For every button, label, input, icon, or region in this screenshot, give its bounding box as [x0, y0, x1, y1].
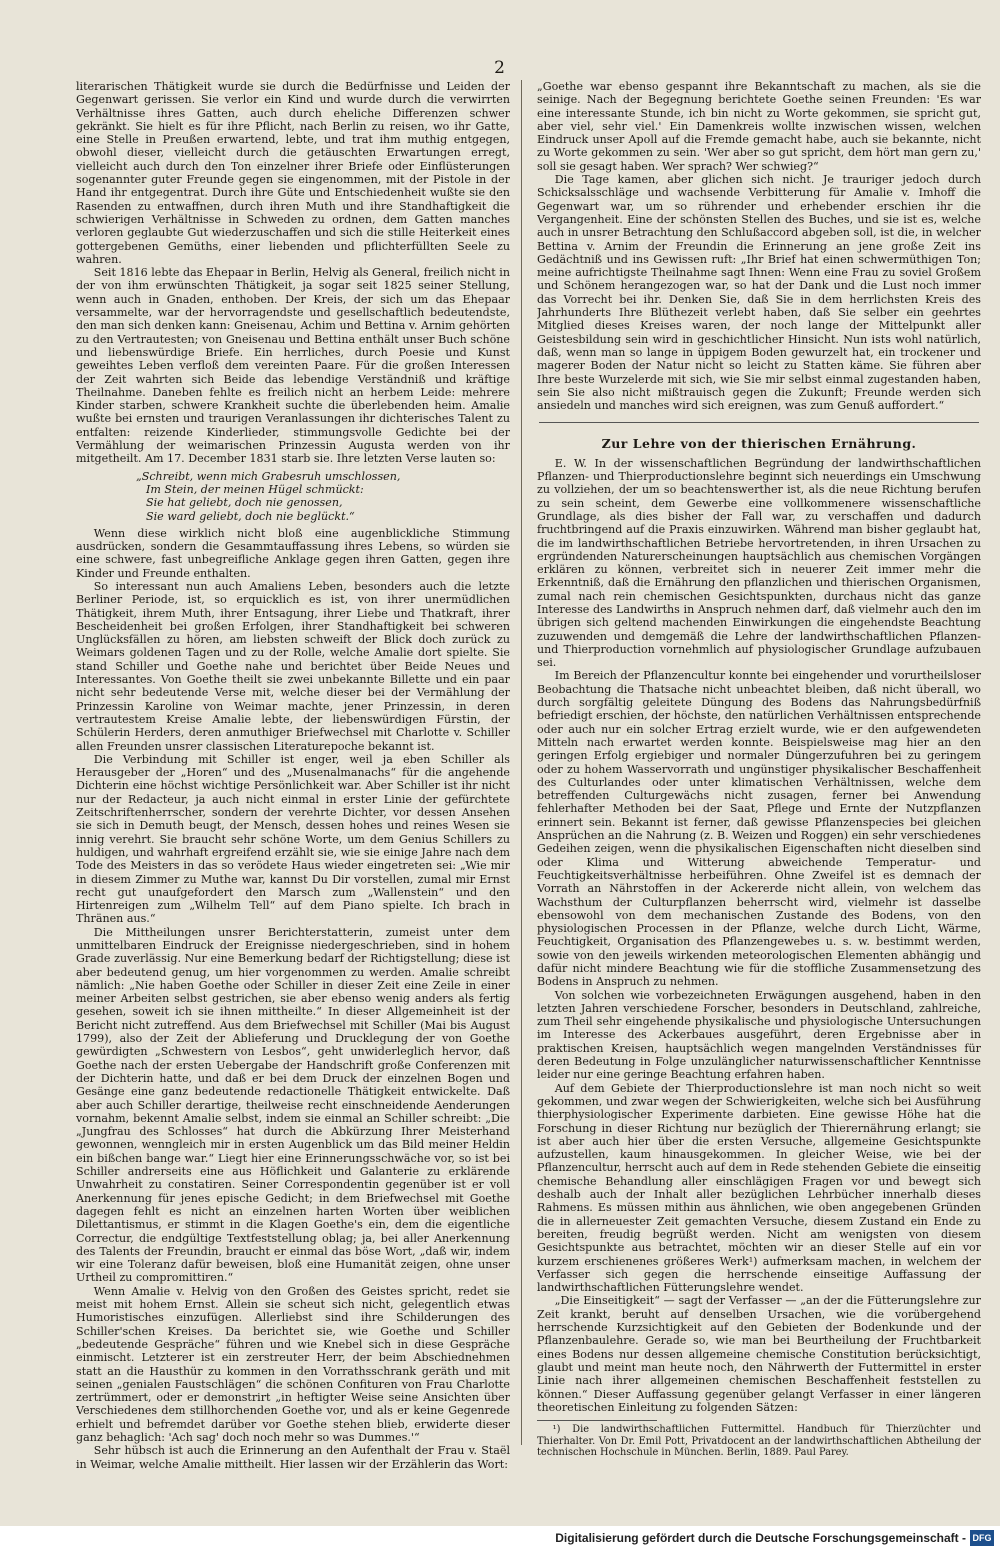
poem-line: Sie hat geliebt, doch nie genossen, — [146, 496, 343, 510]
paragraph: Auf dem Gebiete der Thierproductionslehre ist man noch nicht so weit gekommen, und zwar wegen der Schwierigkeiten, welche sich bei Ausführung thierphysiologischer Experimente darbieten. Eine gewisse Höhe hat die Forschung in dieser Richtung nur bezüglich der Thierernährung erlangt; sie ist aber auch hier über die ersten Versuche, allgemeine Gesichtspunkte aufzustellen, kaum hinausgekommen. In gleicher Weise, wie bei der Pflanzencultur, herrscht auch auf dem in Rede stehenden Gebiete die einseitig chemische Behandlung aller einschlägigen Fragen vor und bewegt sich deshalb auch der Inhalt aller bezüglichen Lehrbücher innerhalb dieses Rahmens. Es müssen mithin aus ähnlichen, wie oben angegebenen Gründen die in allerneuester Zeit gemachten Versuche, diesem Zustand ein Ende zu bereiten, freudig begrüßt werden. Nicht am wenigsten von diesem Gesichtspunkte aus betrachtet, möchten wir an dieser Stelle auf ein vor kurzem erschienenes größeres Werk¹) aufmerksam machen, in welchem der Verfasser sich gegen die herrschende einseitige Auffassung der landwirthschaftlichen Fütterungslehre wendet. — [537, 1081, 981, 1295]
paragraph: Die Mittheilungen unsrer Berichterstatterin, zumeist unter dem unmittelbaren Eindruck der Ereignisse niedergeschrieben, sind in hohem Grade zuverlässig. Nur eine Bemerkung bedarf der Richtigstellung; diese ist aber bedeutend genug, um hier vorgenommen zu werden. Amalie schreibt nämlich: „Nie haben Goethe oder Schiller in dieser Zeit eine Zeile in einer meiner Arbeiten selbst gestrichen, sie aber ebenso wenig anders als fertig gesehen, soweit ich sie ihnen mittheilte.“ In dieser Allgemeinheit ist der Bericht nicht zutreffend. Aus dem Briefwechsel mit Schiller (Mai bis August 1799), also der Zeit der Ablieferung und Drucklegung der von Goethe gewürdigten „Schwestern von Lesbos“, geht unwiderleglich hervor, daß Goethe nach der ersten Uebergabe der Handschrift große Conferenzen mit der Dichterin hatte, und daß er bei dem Druck der einzelnen Bogen und Gesänge eine ganz bedeutende redactionelle Thätigkeit entwickelte. Daß aber auch Schiller derartige, theilweise recht einschneidende Aenderungen vornahm, bekennt Amalie selbst, indem sie einmal an Schiller schreibt: „Die „Jungfrau des Schlosses“ hat durch die Abkürzung Ihrer Meisterhand gewonnen, wenngleich mir in ersten Augenblick um das Bild meiner Heldin ein bißchen bange war.“ Liegt hier eine Erinnerungsschwäche vor, so ist bei Schiller andrerseits eine aus Höflichkeit und Galanterie zu erklärende Unwahrheit zu constatiren. Seiner Correspondentin gegenüber ist er voll Anerkennung für jenes epische Gedicht; in dem Briefwechsel mit Goethe dagegen fehlt es nicht an einzelnen harten Worten über weiblichen Dilettantismus, er stimmt in die Klagen Goethe's ein, dem die eigentliche Correctur, die endgültige Textfeststellung oblag; ja, bei aller Anerkennung des Talents der Freundin, braucht er einmal das böse Wort, „daß wir, indem wir eine Toleranz dafür beweisen, bloß eine Humanität zeigen, ohne unser Urtheil zu compromittiren.“ — [76, 925, 510, 1285]
paragraph: „Goethe war ebenso gespannt ihre Bekanntschaft zu machen, als sie die seinige. Nach der Begegnung berichtete Goethe seinen Freunden: 'Es war eine interessante Stunde, ich bin nicht zu Worte gekommen, sie spricht gut, aber viel, sehr viel.' Ein Damenkreis wollte inzwischen wissen, welchen Eindruck unser Apoll auf die Fremde gemacht habe, auch sie bekannte, nicht zu Worte gekommen zu sein. 'Wer aber so gut spricht, dem hört man gern zu,' soll sie gesagt haben. Wer sprach? Wer schwieg?“ — [537, 80, 981, 173]
poem — [136, 470, 510, 523]
paragraph: literarischen Thätigkeit wurde sie durch die Bedürfnisse und Leiden der Gegenwart gerissen. Sie verlor ein Kind und wurde durch die verwirrten Verhältnisse ihres Gatten, auch durch eheliche Differenzen schwer gekränkt. Sie hielt es für ihre Pflicht, nach Berlin zu reisen, wo ihr Gatte, eine Stelle in Preußen erwartend, lebte, und trat ihm muthig entgegen, obwohl dieser, vielleicht durch die getäuschten Erwartungen erregt, vielleicht auch durch den Ton einzelner ihrer Briefe oder Einflüsterungen sogenannter guter Freunde gegen sie eingenommen, mit der Pistole in der Hand ihr entgegentrat. Durch ihre Güte und Entschiedenheit wußte sie den Rasenden zu entwaffnen, durch ihren Muth und ihre Standhaftigkeit die schwierigen Verhältnisse in Schweden zu ordnen, dem Gatten manches verloren geglaubte Gut wiederzuschaffen und sich die stille Heiterkeit eines gottergebenen Gemüths, einer liebenden und pflichterfüllten Seele zu wahren. — [76, 80, 510, 266]
paragraph: E. W. In der wissenschaftlichen Begründung der landwirthschaftlichen Pflanzen- und Thierproductionslehre beginnt sich neuerdings ein Umschwung zu vollziehen, der um so beachtenswerther ist, als die neue Richtung berufen zu sein scheint, dem Gewerbe eine vollkommenere wissenschaftliche Grundlage, als dies bisher der Fall war, zu verschaffen und dadurch fruchtbringend auf die Praxis einzuwirken. Während man bisher geglaubt hat, die im landwirthschaftlichen Betriebe hervortretenden, in ihren Ursachen zu ergründenden Naturerscheinungen hauptsächlich aus chemischen Vorgängen erklären zu können, verbreitet sich in neuerer Zeit immer mehr die Erkenntniß, daß die Ernährung den pflanzlichen und thierischen Organismen, zumal nach rein chemischen Gesichtspunkten, durchaus nicht das ganze Interesse des Landwirths in Anspruch nehmen darf, daß vielmehr auch den im übrigen sich geltend machenden Einwirkungen die eingehendste Beachtung zuzuwenden und demgemäß die Lehre der landwirthschaftlichen Pflanzen- und Thierproduction vornehmlich auf physiologischer Grundlage aufzubauen sei. — [537, 456, 981, 670]
paragraph: Im Bereich der Pflanzencultur konnte bei eingehender und vorurtheilsloser Beobachtung die Thatsache nicht unbeachtet bleiben, daß nicht überall, wo durch sorgfältig geleitete Düngung des Bodens das Nahrungsbedürfniß befriedigt erschien, der höchste, den natürlichen Verhältnissen entsprechende oder auch nur ein solcher Ertrag erzielt wurde, wie er den aufgewendeten Mitteln nach erwartet werden konnte. Beispielsweise mag hier an den geringen Erfolg ergiebiger und normaler Düngerzufuhren bei zu geringem oder zu hohem Wasservorrath und ungünstiger physikalischer Beschaffenheit des Culturlandes oder unter klimatischen Verhältnissen, welche dem betreffenden Culturgewächs nicht zusagen, ferner bei Anwendung fehlerhafter Methoden bei der Saat, Pflege und Ernte der Nutzpflanzen erinnert sein. Bekannt ist ferner, daß gewisse Pflanzenspecies bei gleichen Ansprüchen an die Nahrung (z. B. Weizen und Roggen) ein sehr verschiedenes Gedeihen zeigen, wenn die physikalischen Eigenschaften nicht dieselben sind oder Klima und Witterung abweichende Temperatur- und Feuchtigkeitsverhältnisse herbeiführen. Ohne Zweifel ist es demnach der Vorrath an Nährstoffen in der Ackererde nicht allein, von welchem das Wachsthum der Culturpflanzen beherrscht wird, vielmehr ist dasselbe ebensowohl von dem mechanischen Zustande des Bodens, von den physiologischen Processen in der Pflanze, welche durch Licht, Wärme, Feuchtigkeit, Organisation des Pflanzengewebes u. s. w. bestimmt werden, sowie von den jeweils wirkenden meteorologischen Elementen abhängig und dafür nicht mindere Beachtung wie für die stoffliche Zusammensetzung des Bodens in Anspruch zu nehmen. — [537, 669, 981, 989]
paragraph: Sehr hübsch ist auch die Erinnerung an den Aufenthalt der Frau v. Staël in Weimar, welche Amalie mittheilt. Hier lassen wir der Erzählerin das Wort: — [76, 1444, 510, 1471]
paragraph: Wenn Amalie v. Helvig von den Großen des Geistes spricht, redet sie meist mit hohem Ernst. Allein sie scheut sich nicht, gelegentlich etwas Humoristisches einzufügen. Allerliebst sind ihre Schilderungen des Schiller'schen Kreises. Da berichtet sie, wie Goethe und Schiller „bedeutende Gespräche“ führen und wie Knebel sich in diese Gespräche einmischt. Letzterer ist ein zerstreuter Herr, der beim Abschiednehmen statt an die Hausthür zu kommen in den Vorrathsschrank geräth und mit seinen „genialen Faustschlägen“ die schönen Confituren von Frau Charlotte zertrümmert, oder er demonstrirt „in heftigter Weise seine Ansichten über Verschiedenes dem stillhorchenden Goethe vor, und als er keine Gegenrede erhielt und befremdet darüber vor Goethe stehen blieb, erwiderte dieser ganz behaglich: 'Ach sag' doch noch mehr so was Dummes.'“ — [76, 1284, 510, 1444]
paragraph: So interessant nun auch Amaliens Leben, besonders auch die letzte Berliner Periode, ist, so erquicklich es ist, von ihrer unermüdlichen Thätigkeit, ihrem Muth, ihrer Entsagung, ihrer Liebe und Thatkraft, ihrer Bescheidenheit bei großen Erfolgen, ihrer Standhaftigkeit bei schweren Unglücksfällen zu hören, am liebsten schweift der Blick doch zurück zu Weimars goldenen Tagen und zu der Rolle, welche Amalie dort spielte. Sie stand Schiller und Goethe nahe und berichtet über Beide Neues und Interessantes. Von Goethe theilt sie zwei unbekannte Billette und ein paar nicht sehr bedeutende Verse mit, welche dieser bei der Vermählung der Prinzessin Karoline von Weimar machte, jener Prinzessin, in deren vertrautestem Kreise Amalie lebte, der liebenswürdigen Fürstin, der Schülerin Herders, deren anmuthiger Briefwechsel mit Charlotte v. Schiller allen Freunden unsrer classischen Literaturepoche bekannt ist. — [76, 579, 510, 753]
paragraph: Die Verbindung mit Schiller ist enger, weil ja eben Schiller als Herausgeber der „Horen“ und des „Musenalmanachs“ für die angehende Dichterin eine höchst wichtige Persönlichkeit war. Aber Schiller ist ihr nicht nur der Redacteur, ja auch nicht einmal in erster Linie der gefürchtete Zeitschriftenherrscher, sondern der verehrte Dichter, vor dessen Ansehen sie sich in Demuth beugt, der Mensch, dessen hohes und reines Wesen sie innig verehrt. Sie braucht sehr schöne Worte, um dem Genius Schillers zu huldigen, und wahrhaft ergreifend erzählt sie, wie sie einige Jahre nach dem Tode des Meisters in das so verödete Haus wieder eingetreten sei: „Wie mir in diesem Zimmer zu Muthe war, kannst Du Dir vorstellen, zumal mir Ernst recht gut unaufgefordert den Marsch zum „Wallenstein“ und den Hirtenreigen zum „Wilhelm Tell“ auf dem Piano spielte. Ich brach in Thränen aus.“ — [76, 752, 510, 926]
paragraph: Die Tage kamen, aber glichen sich nicht. Je trauriger jedoch durch Schicksalsschläge und wachsende Verbitterung für Amalie v. Imhoff die Gegenwart war, um so rührender und erhebender erschien ihr die Vergangenheit. Eine der schönsten Stellen des Buches, und sie ist es, welche auch in unsrer Betrachtung den Schlußaccord abgeben soll, ist die, in welcher Bettina v. Arnim der Freundin die Erinnerung an jene große Zeit ins Gedächtniß und ins Gewissen ruft: „Ihr Brief hat einen schwermüthigen Ton; meine aufrichtigste Theilnahme sagt Ihnen: Wenn eine Frau zu soviel Großem und Schönem herangezogen war, so hat der Dank und die Lust noch immer das Vorrecht bei ihr. Denken Sie, daß Sie in dem herrlichsten Kreis des Jahrhunderts Ihre Blüthezeit verlebt haben, daß Sie selber ein geehrtes Mitglied dieses Kreises waren, der noch lange der Mittelpunkt aller Geistesbildung sein wird in geschichtlicher Hinsicht. Nun ists wohl natürlich, daß, wenn man so lange in üppigem Boden gewurzelt hat, ein trockener und magerer Boden der Natur nicht so leicht zu Statten käme. Sie führen aber Ihre beste Wurzelerde mit sich, wie Sie mir selbst einmal zugestanden haben, sein Sie also nicht mißtrauisch gegen die Zukunft; Freunde werden sich ansiedeln und manches wird sich ereignen, was zum Genuß auffordert.“ — [537, 173, 981, 413]
poem-line: Sie ward geliebt, doch nie beglückt.“ — [146, 509, 355, 523]
right-column — [537, 80, 981, 1520]
section-title: Zur Lehre von der thierischen Ernährung. — [601, 436, 917, 452]
paragraph: Seit 1816 lebte das Ehepaar in Berlin, Helvig als General, freilich nicht in der von ihm erwünschten Thätigkeit, ja sogar seit 1825 seiner Stellung, wenn auch in Gnaden, enthoben. Der Kreis, der sich um das Ehepaar versammelte, war der hervorragendste und gesellschaftlich bedeutendste, den man sich denken kann: Gneisenau, Achim und Bettina v. Arnim gehörten zu den Vertrautesten; von Gneisenau und Bettina enthält unser Buch schöne und liebenswürdige Briefe. Ein herrliches, durch Poesie und Kunst geweihtes Leben verfloß dem vereinten Paare. Für die großen Interessen der Zeit wahrten sich Beide das lebendige Verständniß und kräftige Theilnahme. Daneben fehlte es freilich nicht an herbem Leide: mehrere Kinder starben, schwere Krankheit suchte die überlebenden heim. Amalie wußte bei ernsten und traurigen Veranlassungen ihr dichterisches Talent zu entfalten: reizende Kinderlieder, stimmungsvolle Gedichte bei der Vermählung der weimarischen Prinzessin Augusta werden von ihr mitgetheilt. Am 17. December 1831 starb sie. Ihre letzten Verse lauten so: — [76, 266, 510, 466]
funding-notice: Digitalisierung gefördert durch die Deutsche Forschungsgemeinschaft - — [555, 1531, 966, 1545]
page-number: 2 — [494, 58, 506, 78]
column-divider — [521, 80, 522, 1445]
footnote: ¹) Die landwirthschaftlichen Futtermittel. Handbuch für Thierzüchter und Thierhalter. Von Dr. Emil Pott, Privatdocent an der landwirthschaftlichen Abtheilung der technischen Hochschule in München. Berlin, 1889. Paul Parey. — [537, 1424, 981, 1459]
poem-line: „Schreibt, wenn mich Grabesruh umschlossen, — [136, 469, 401, 483]
paragraph: „Die Einseitigkeit“ — sagt der Verfasser — „an der die Fütterungslehre zur Zeit krankt, beruht auf denselben Ursachen, wie die vorübergehend herrschende Kurzsichtigkeit auf den Gebieten der Bodenkunde und der Pflanzenbaulehre. Gerade so, wie man bei Beurtheilung der Fruchtbarkeit eines Bodens nur dessen allgemeine chemische Constitution berücksichtigt, glaubt und meint man heute noch, den Nährwerth der Futtermittel in erster Linie nach ihrer allgemeinen chemischen Beschaffenheit feststellen zu können.“ Dieser Auffassung gegenüber gelangt Verfasser in einer längeren theoretischen Einleitung zu folgenden Sätzen: — [537, 1294, 981, 1414]
paragraph: Wenn diese wirklich nicht bloß eine augenblickliche Stimmung ausdrücken, sondern die Gesammtauffassung ihres Lebens, so würden sie eine schwere, fast unbegreifliche Anklage gegen ihren Gatten, gegen ihre Kinder und Freunde enthalten. — [76, 526, 510, 580]
section-separator — [539, 422, 979, 423]
paragraph: Von solchen wie vorbezeichneten Erwägungen ausgehend, haben in den letzten Jahren verschiedene Forscher, besonders in Deutschland, zahlreiche, zum Theil sehr eingehende physikalische und physiologische Untersuchungen im Interesse des Ackerbaues ausgeführt, deren Ergebnisse aber in praktischen Kreisen, hauptsächlich wegen mangelnden Verständnisses für deren Bedeutung in Folge unzulänglicher naturwissenschaftlicher Kenntnisse leider nur eine geringe Beachtung erfahren haben. — [537, 988, 981, 1082]
left-column — [76, 80, 510, 1520]
footnote-separator — [537, 1420, 657, 1421]
dfg-logo-icon: DFG — [970, 1530, 994, 1546]
poem-line: Im Stein, der meinen Hügel schmückt: — [146, 482, 364, 496]
footer-bar — [0, 1526, 1000, 1550]
